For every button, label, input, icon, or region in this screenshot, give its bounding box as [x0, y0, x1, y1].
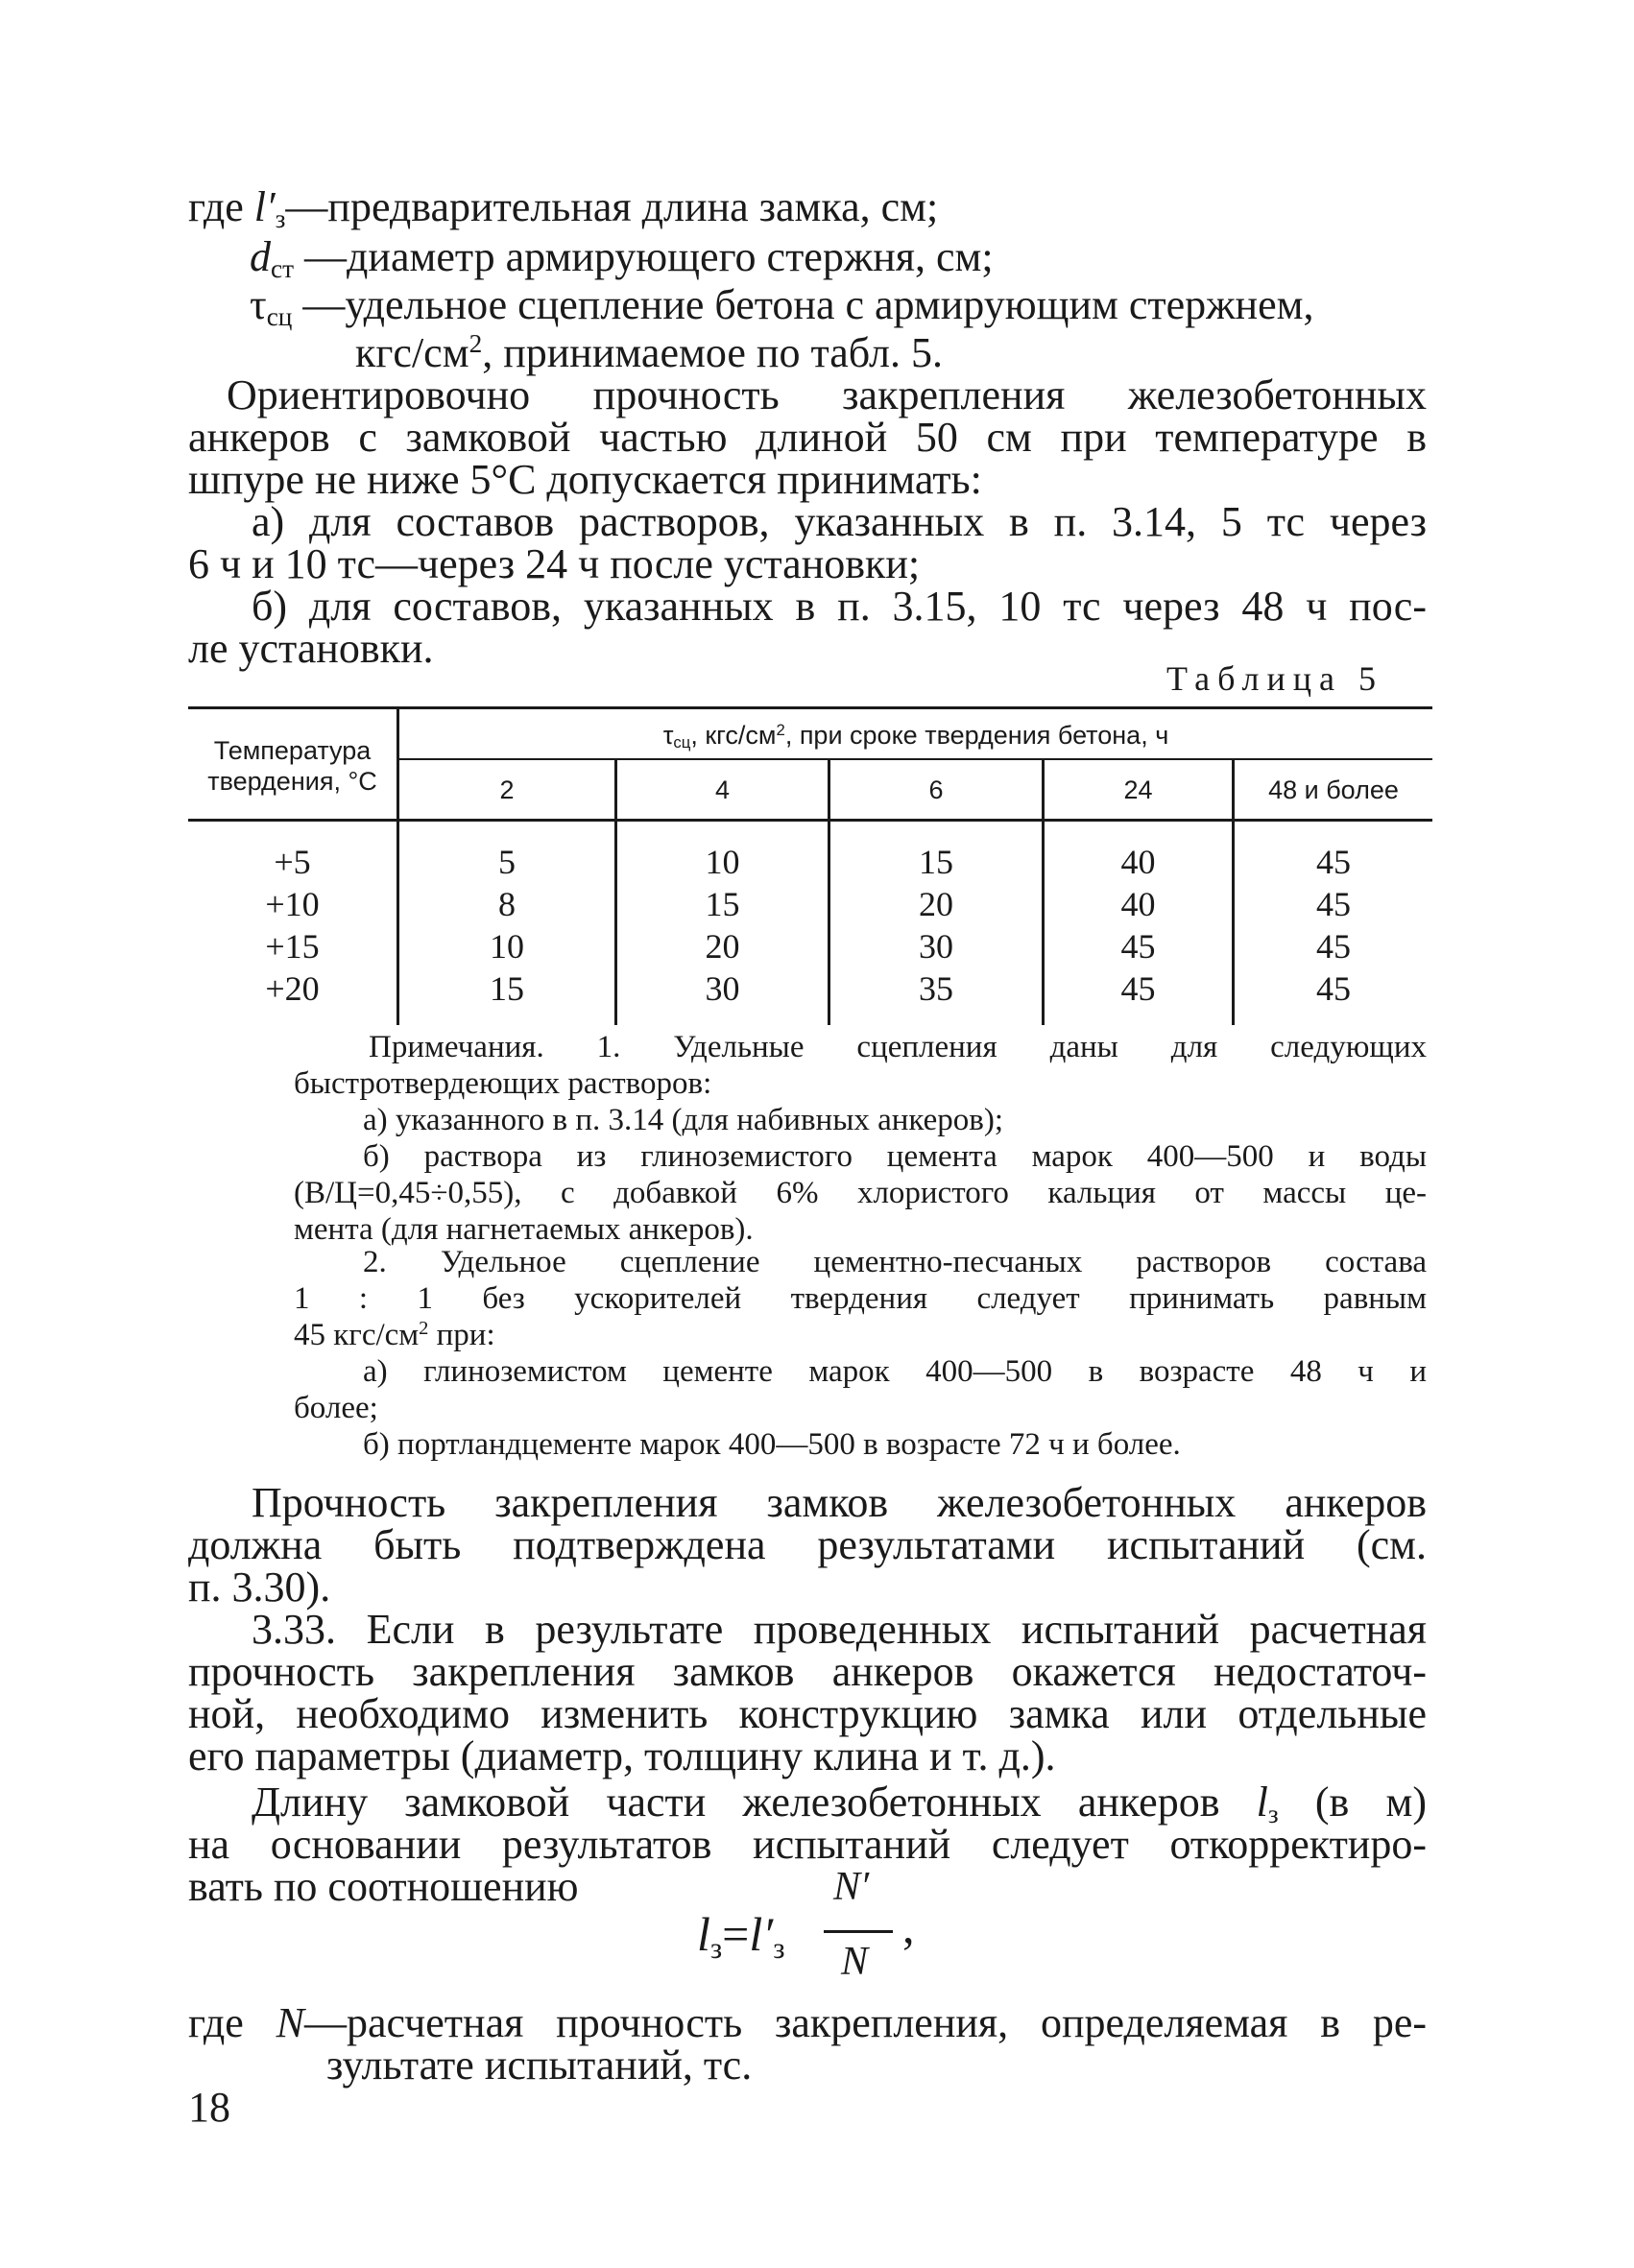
- row-header-line: твердения, °С: [207, 767, 377, 796]
- paragraph-line: п. 3.30).: [188, 1564, 331, 1611]
- header-text: , кгс/см: [690, 721, 777, 750]
- paragraph-line: ной, необходимо изменить конструкцию замка или отдельные: [188, 1690, 1427, 1737]
- table-cell: 35: [919, 969, 953, 1008]
- paragraph-line: вать по соотношению: [188, 1863, 579, 1910]
- tau-symbol: τ: [662, 721, 674, 750]
- formula-comma: ,: [902, 1899, 915, 1953]
- table-cell: 20: [919, 885, 953, 923]
- note-line: 1 : 1 без ускорителей твердения следует принимать равным: [294, 1281, 1427, 1316]
- formula-subscript: з: [709, 1930, 723, 1965]
- table-cell: 40: [1120, 885, 1156, 923]
- header-text: , при сроке твердения бетона, ч: [784, 721, 1169, 750]
- table-cell: 15: [490, 969, 524, 1008]
- note-line: Примечания. 1. Удельные сцепления даны для следующих: [369, 1030, 1427, 1064]
- note-line: а) глиноземистом цементе марок 400—500 в возрасте 48 ч и: [363, 1354, 1427, 1389]
- paragraph-line: должна быть подтверждена результатами испытаний (см.: [188, 1521, 1427, 1568]
- note-line: более;: [294, 1391, 378, 1425]
- var-symbol: N: [276, 1999, 304, 2046]
- formula-symbol: l: [697, 1907, 710, 1961]
- superscript: 2: [419, 1317, 429, 1339]
- table-cell: 10: [490, 927, 524, 966]
- def-text: —удельное сцепление бетона с армирующим стержнем,: [292, 281, 1314, 328]
- note-line: б) раствора из глиноземистого цемента марок 400—500 и воды: [363, 1139, 1427, 1174]
- paragraph-line: Ориентировочно прочность закрепления железобетонных: [227, 371, 1427, 418]
- fraction-bar: [824, 1930, 893, 1933]
- where-word: где: [188, 183, 244, 230]
- table-cell: 45: [1316, 885, 1351, 923]
- column-header: 24: [1123, 776, 1153, 804]
- note-text: при:: [428, 1318, 495, 1352]
- note-text: 45 кгс/см: [294, 1318, 420, 1352]
- table-cell: 15: [919, 843, 953, 881]
- note-line: мента (для нагнетаемых анкеров).: [294, 1212, 754, 1247]
- paragraph-line: его параметры (диаметр, толщину клина и т. д.).: [188, 1732, 1056, 1779]
- table-cell: 45: [1316, 927, 1351, 966]
- table-head-bottom-rule: [188, 819, 1432, 822]
- var-subscript: з: [1267, 1799, 1279, 1828]
- note-line: 2. Удельное сцепление цементно-песчаных растворов состава: [363, 1245, 1427, 1279]
- paragraph-line: 3.33. Если в результате проведенных испытаний расчетная: [252, 1606, 1427, 1653]
- column-header: 6: [928, 776, 944, 804]
- formula-symbol: l′: [749, 1907, 774, 1961]
- table-cell-temp: +15: [265, 927, 320, 966]
- note-line: б) портландцементе марок 400—500 в возрасте 72 ч и более.: [363, 1427, 1181, 1462]
- table-cell: 45: [1316, 843, 1351, 881]
- row-header-line: Температура: [213, 736, 372, 765]
- table-top-rule: [188, 706, 1432, 709]
- row-header: [188, 735, 396, 797]
- note-line: (В/Ц=0,45÷0,55), с добавкой 6% хлористого кальция от массы це-: [294, 1176, 1427, 1210]
- note-line: а) указанного в п. 3.14 (для набивных анкеров);: [363, 1103, 1004, 1137]
- table-cell: 5: [498, 843, 516, 881]
- paragraph-text: (в м): [1278, 1779, 1427, 1826]
- tau-subscript: сц: [673, 733, 691, 752]
- table-cell: 40: [1120, 843, 1156, 881]
- page-number: 18: [188, 2084, 230, 2131]
- var-subscript: з: [275, 203, 286, 233]
- var-subscript: ст: [271, 253, 295, 283]
- group-header: [399, 720, 1432, 758]
- note-line: [294, 1317, 495, 1353]
- formula-numerator: N′: [833, 1865, 870, 1909]
- var-symbol: d: [250, 233, 271, 280]
- table-cell-temp: +20: [265, 969, 320, 1008]
- superscript: 2: [776, 720, 785, 739]
- superscript: 2: [469, 329, 483, 358]
- where-word: где: [188, 1999, 276, 2046]
- paragraph-line: на основании результатов испытаний следует откорректиро-: [188, 1821, 1427, 1868]
- table-caption: Таблица 5: [1166, 659, 1383, 698]
- table-cell: 20: [705, 927, 740, 966]
- note-line: быстротвердеющих растворов:: [294, 1066, 712, 1101]
- formula-equals: =: [722, 1907, 750, 1961]
- paragraph-line: прочность закрепления замков анкеров окажется недостаточ-: [188, 1648, 1427, 1695]
- table-cell: 8: [498, 885, 516, 923]
- paragraph-line: шпуре не ниже 5°С допускается принимать:: [188, 456, 982, 503]
- paragraph-line: 6 ч и 10 тс—через 24 ч после установки;: [188, 540, 921, 587]
- table-cell: 15: [705, 885, 740, 923]
- def-text: кгс/см: [355, 329, 469, 376]
- var-symbol: l′: [253, 183, 276, 230]
- paragraph-line: Прочность закрепления замков железобетонных анкеров: [252, 1479, 1427, 1526]
- def-text: —диаметр армирующего стержня, см;: [294, 233, 994, 280]
- table-cell: 45: [1120, 927, 1156, 966]
- def-text: , принимаемое по табл. 5.: [482, 329, 943, 376]
- table-cell: 45: [1120, 969, 1156, 1008]
- table-cell: 10: [705, 843, 740, 881]
- var-symbol: l: [1256, 1779, 1268, 1826]
- formula-subscript: з: [773, 1930, 785, 1965]
- table-cell-temp: +10: [265, 885, 320, 923]
- def-text: —предварительная длина замка, см;: [285, 183, 939, 230]
- paragraph-line: б) для составов, указанных в п. 3.15, 10 тс через 48 ч пос-: [252, 583, 1427, 630]
- formula-lhs: [697, 1906, 784, 1966]
- var-subscript: сц: [266, 301, 293, 331]
- paragraph-line: а) для составов растворов, указанных в п. 3.14, 5 тс через: [252, 498, 1427, 545]
- column-header: 48 и более: [1268, 776, 1399, 804]
- table-header-rule: [398, 758, 1432, 760]
- paragraph-text: Длину замковой части железобетонных анкеров: [252, 1779, 1257, 1826]
- table-cell-temp: +5: [274, 843, 311, 881]
- table-cell: 30: [919, 927, 953, 966]
- paragraph-line: ле установки.: [188, 625, 434, 672]
- var-symbol: τ: [250, 281, 267, 328]
- table-cell: 45: [1316, 969, 1351, 1008]
- table-cell: 30: [705, 969, 740, 1008]
- paragraph-line: анкеров с замковой частью длиной 50 см при температуре в: [188, 414, 1427, 461]
- formula-denominator: N: [841, 1940, 869, 1984]
- def-text: —расчетная прочность закрепления, определяемая в ре-: [303, 1999, 1427, 2046]
- def-line: зультате испытаний, тс.: [326, 2041, 753, 2089]
- column-header: 2: [499, 776, 515, 804]
- column-header: 4: [714, 776, 731, 804]
